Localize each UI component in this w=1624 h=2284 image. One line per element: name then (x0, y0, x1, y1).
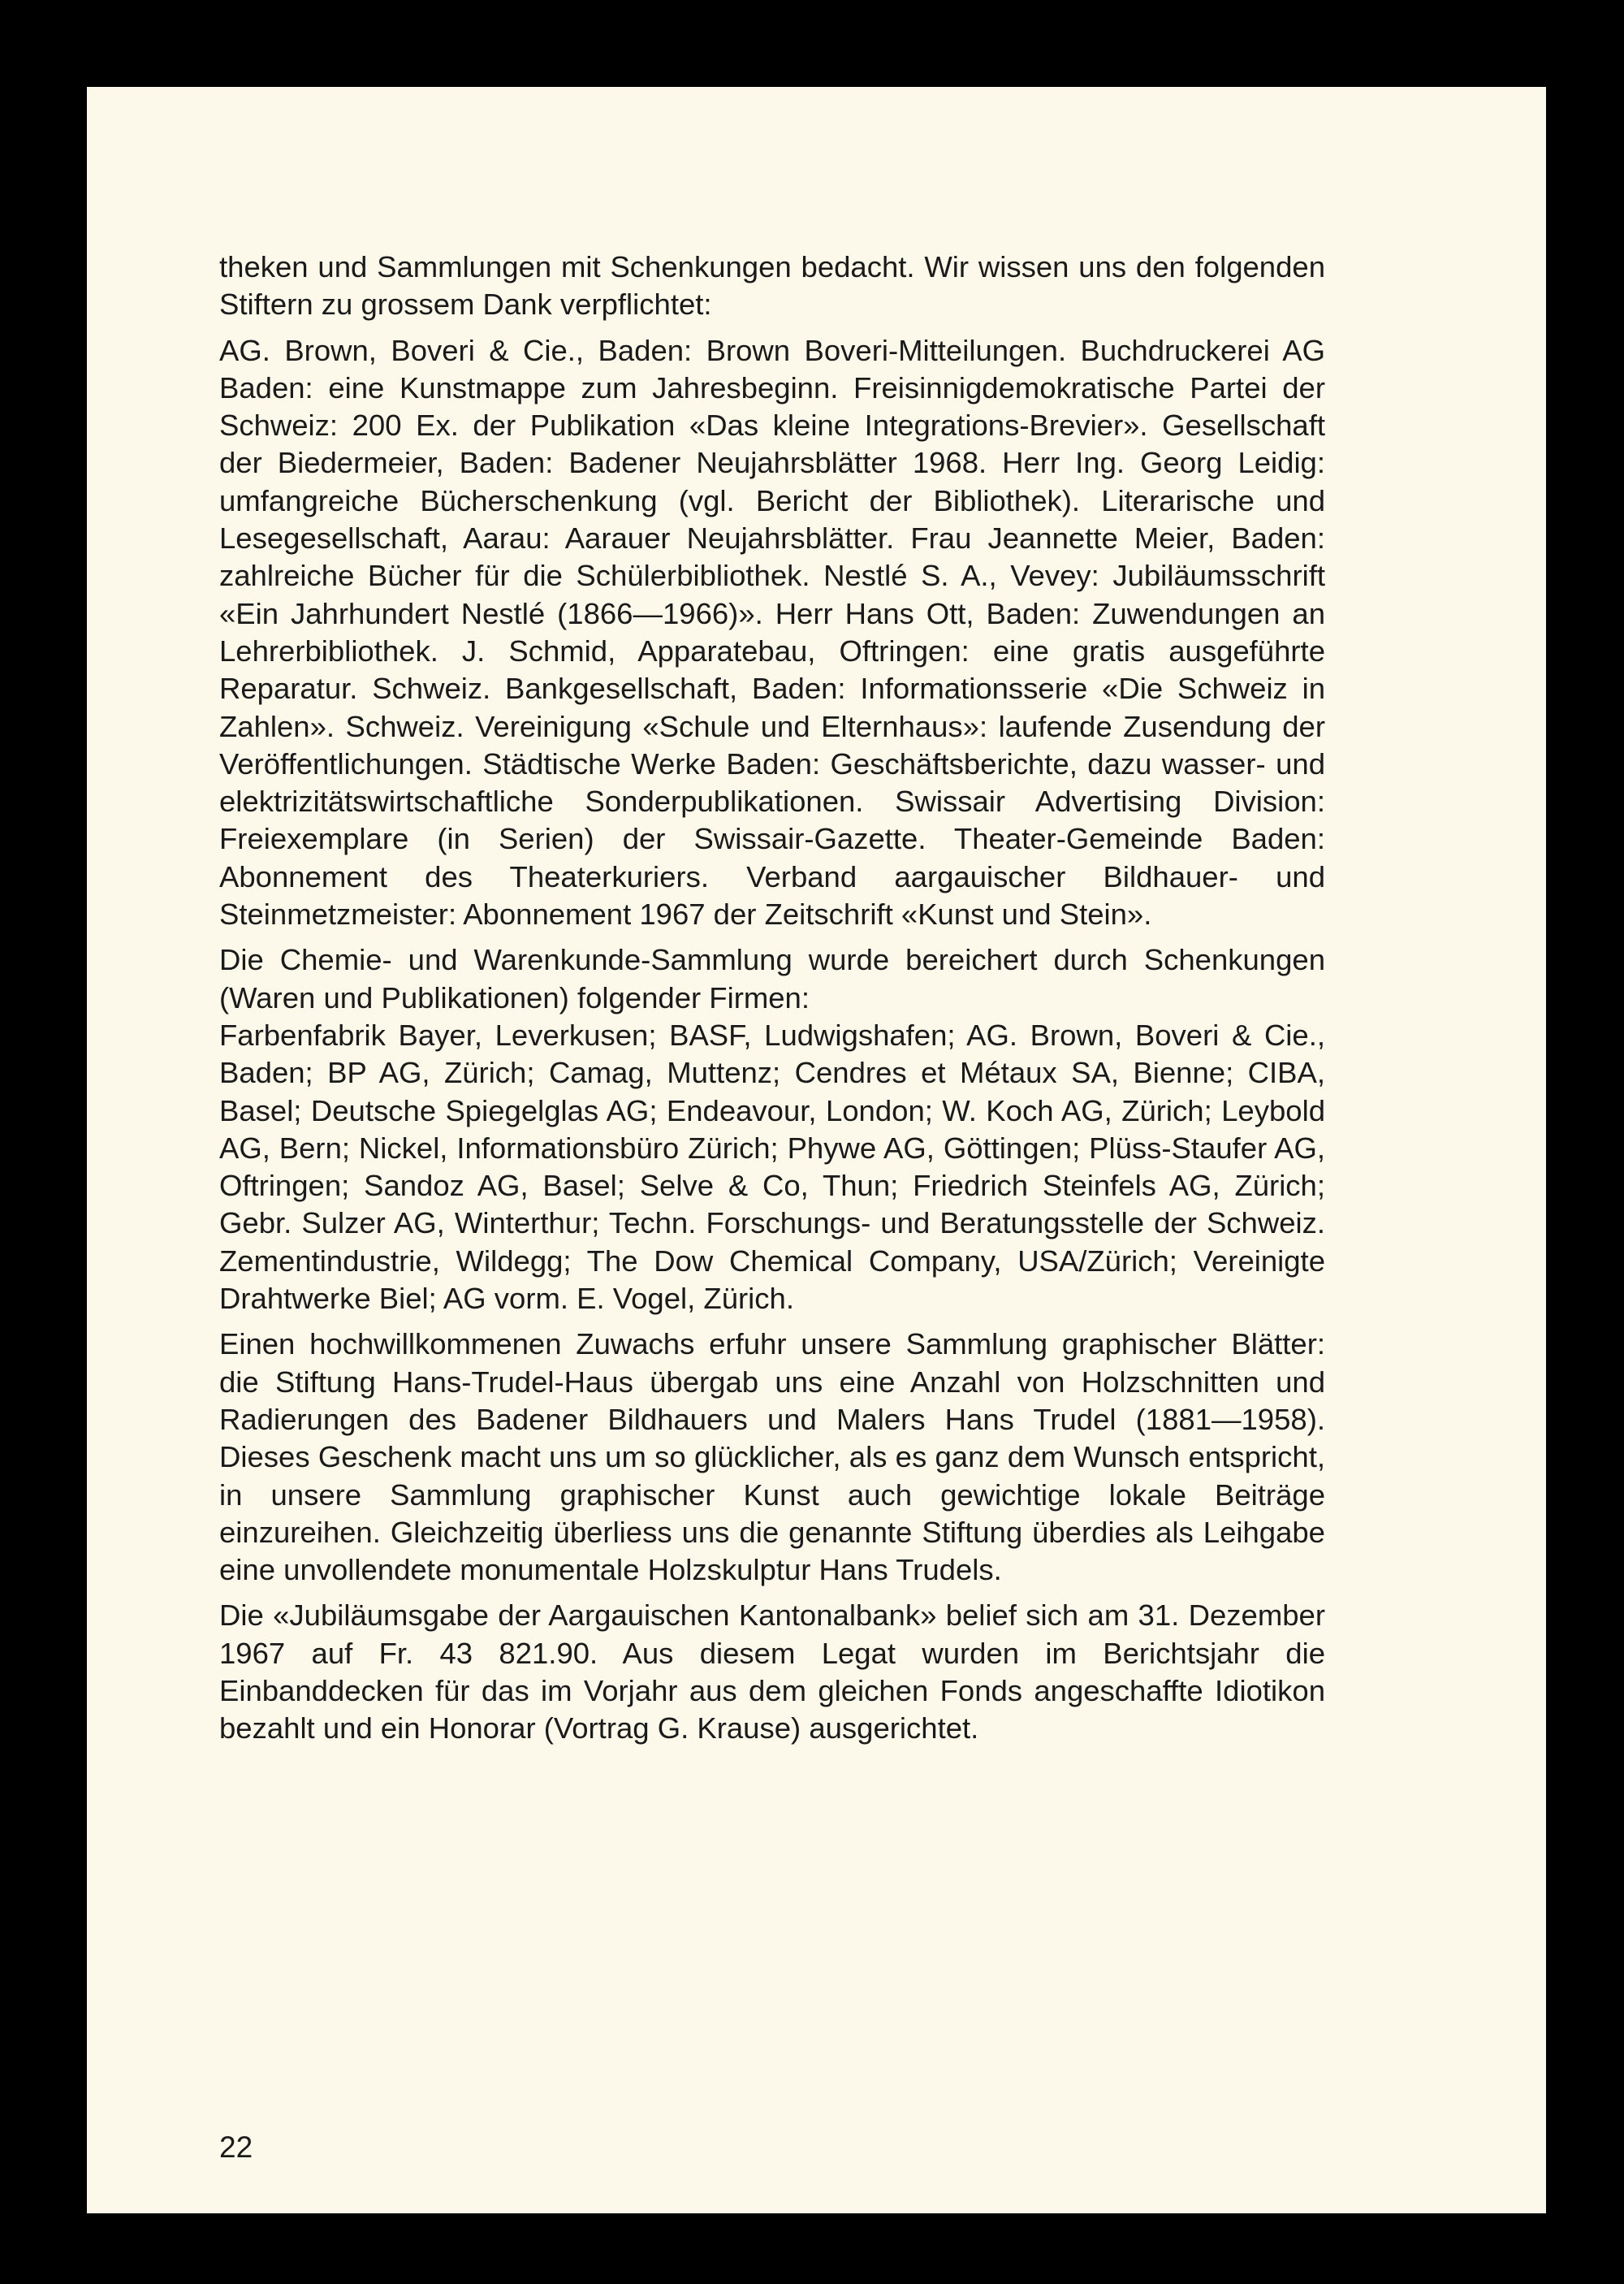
paragraph-donor-list: AG. Brown, Boveri & Cie., Baden: Brown Boveri-Mitteilungen. Buchdruckerei AG Baden: eine Kunstmappe zum Jahresbeginn. Freisinnigdemokratische Partei der Schweiz: 200 Ex. der Publikation «Das kleine Integrations-Brevier». Gesellschaft der Biedermeier, Baden: Badener Neujahrsblätter 1968. Herr Ing. Georg Leidig: umfangreiche Bücherschenkung (vgl. Bericht der Bibliothek). Literarische und Lesegesellschaft, Aarau: Aarauer Neujahrsblätter. Frau Jeannette Meier, Baden: zahlreiche Bücher für die Schülerbibliothek. Nestlé S. A., Vevey: Jubiläumsschrift «Ein Jahrhundert Nestlé (1866—1966)». Herr Hans Ott, Baden: Zuwendungen an Lehrerbibliothek. J. Schmid, Apparatebau, Oftringen: eine gratis ausgeführte Reparatur. Schweiz. Bankgesellschaft, Baden: Informationsserie «Die Schweiz in Zahlen». Schweiz. Vereinigung «Schule und Elternhaus»: laufende Zusendung der Veröffentlichungen. Städtische Werke Baden: Geschäftsberichte, dazu wasser- und elektrizitätswirtschaftliche Sonderpublikationen. Swissair Advertising Division: Freiexemplare (in Serien) der Swissair-Gazette. Theater-Gemeinde Baden: Abonnement des Theaterkuriers. Verband aargauischer Bildhauer- und Steinmetzmeister: Abonnement 1967 der Zeitschrift «Kunst und Stein». (219, 333, 1325, 932)
paragraph-jubilee-fund: Die «Jubiläumsgabe der Aargauischen Kantonalbank» belief sich am 31. Dezember 1967 auf Fr. 43 821.90. Aus diesem Legat wurden im Berichtsjahr die Einbanddecken für das im Vorjahr aus dem gleichen Fonds angeschaffte Idiotikon bezahlt und ein Honorar (Vortrag G. Krause) ausgerichtet. (219, 1598, 1325, 1745)
paragraph-donors-intro: theken und Sammlungen mit Schenkungen bedacht. Wir wissen uns den folgenden Stiftern zu grossem Dank verpflichtet: (219, 250, 1325, 322)
page-number: 22 (219, 2130, 253, 2164)
paragraph-chemistry-collection: Die Chemie- und Warenkunde-Sammlung wurde bereichert durch Schenkungen (Waren und Publikationen) folgender Firmen: Farbenfabrik Bayer, Leverkusen; BASF, Ludwigshafen; AG. Brown, Boveri & Cie., Baden; BP AG, Zürich; Camag, Muttenz; Cendres et Métaux SA, Bienne; CIBA, Basel; Deutsche Spiegelglas AG; Endeavour, London; W. Koch AG, Zürich; Leybold AG, Bern; Nickel, Informationsbüro Zürich; Phywe AG, Göttingen; Plüss-Staufer AG, Oftringen; Sandoz AG, Basel; Selve & Co, Thun; Friedrich Steinfels AG, Zürich; Gebr. Sulzer AG, Winterthur; Techn. Forschungs- und Beratungsstelle der Schweiz. Zementindustrie, Wildegg; The Dow Chemical Company, USA/Zürich; Vereinigte Drahtwerke Biel; AG vorm. E. Vogel, Zürich. (219, 943, 1325, 1316)
body-text (219, 249, 1325, 1756)
paragraph-graphic-collection: Einen hochwillkommenen Zuwachs erfuhr unsere Sammlung graphischer Blätter: die Stiftung Hans-Trudel-Haus übergab uns eine Anzahl von Holzschnitten und Radierungen des Badener Bildhauers und Malers Hans Trudel (1881—1958). Dieses Geschenk macht uns um so glücklicher, als es ganz dem Wunsch entspricht, in unsere Sammlung graphischer Kunst auch gewichtige lokale Beiträge einzureihen. Gleichzeitig überliess uns die genannte Stiftung überdies als Leihgabe eine unvollendete monumentale Holzskulptur Hans Trudels. (219, 1327, 1325, 1587)
document-page (87, 87, 1546, 2213)
